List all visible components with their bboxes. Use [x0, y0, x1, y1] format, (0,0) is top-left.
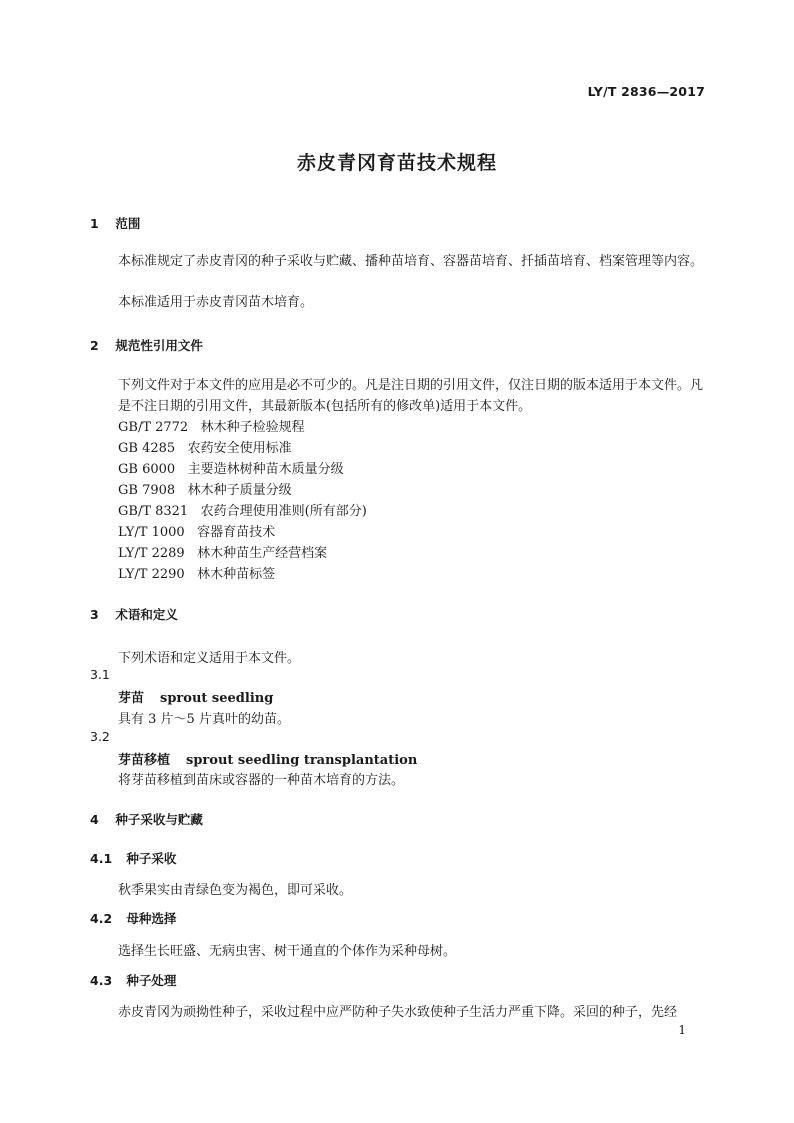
section-number: 3 — [90, 607, 99, 622]
subsection-title: 种子处理 — [126, 973, 177, 988]
section-number: 1 — [90, 216, 99, 231]
term-english: sprout seedling — [160, 691, 274, 706]
section-title: 种子采收与贮藏 — [115, 812, 203, 827]
subsection-number: 4.1 — [90, 851, 113, 866]
term-definition: 将芽苗移植到苗床或容器的一种苗木培育的方法。 — [118, 773, 405, 788]
section-2-paragraph: 下列文件对于本文件的应用是必不可少的。凡是注日期的引用文件，仅注日期的版本适用于本文件。凡是不注日期的引用文件，其最新版本(包括所有的修改单)适用于本文件。 — [118, 378, 704, 414]
section-1-paragraph-2: 本标准适用于赤皮青冈苗木培育。 — [118, 295, 314, 310]
reference-code: GB 7908 — [118, 483, 176, 498]
reference-code: GB 4285 — [118, 441, 176, 456]
reference-item — [118, 458, 344, 477]
section-number: 4 — [90, 812, 99, 827]
reference-name: 农药合理使用准则(所有部分) — [200, 504, 367, 519]
section-1-heading — [90, 214, 140, 232]
subsection-heading — [90, 849, 176, 867]
term-number: 3.1 — [90, 667, 110, 682]
reference-item — [118, 563, 275, 582]
reference-item — [118, 416, 305, 435]
section-title: 范围 — [115, 216, 141, 231]
term-definition: 具有 3 片～5 片真叶的幼苗。 — [118, 712, 290, 727]
term-chinese: 芽苗移植 — [118, 753, 171, 768]
term-number: 3.2 — [90, 729, 110, 744]
page-number: 1 — [678, 1023, 686, 1037]
subsection-heading — [90, 909, 176, 927]
term-entry — [118, 687, 273, 706]
reference-code: GB/T 8321 — [118, 504, 189, 519]
reference-code: LY/T 2289 — [118, 546, 185, 561]
subsection-heading — [90, 971, 176, 989]
subsection-number: 4.2 — [90, 911, 113, 926]
section-title: 规范性引用文件 — [115, 338, 203, 353]
reference-item — [118, 437, 292, 456]
subsection-text: 选择生长旺盛、无病虫害、树干通直的个体作为采种母树。 — [118, 944, 457, 959]
section-2-heading — [90, 336, 203, 354]
term-chinese: 芽苗 — [118, 691, 145, 706]
reference-item — [118, 542, 327, 561]
reference-name: 容器育苗技术 — [197, 525, 276, 540]
term-english: sprout seedling transplantation — [186, 753, 418, 768]
reference-code: GB 6000 — [118, 462, 176, 477]
term-entry — [118, 749, 417, 768]
subsection-text: 秋季果实由青绿色变为褐色，即可采收。 — [118, 883, 353, 898]
subsection-title: 种子采收 — [126, 851, 177, 866]
reference-name: 林木种子质量分级 — [187, 483, 292, 498]
reference-item — [118, 521, 275, 540]
reference-item — [118, 479, 292, 498]
reference-code: LY/T 1000 — [118, 525, 185, 540]
reference-code: GB/T 2772 — [118, 420, 189, 435]
reference-name: 主要造林树种苗木质量分级 — [187, 462, 344, 477]
section-4-heading — [90, 810, 203, 828]
reference-name: 林木种子检验规程 — [200, 420, 305, 435]
section-title: 术语和定义 — [115, 607, 178, 622]
subsection-number: 4.3 — [90, 973, 113, 988]
section-number: 2 — [90, 338, 99, 353]
section-1-paragraph-1: 本标准规定了赤皮青冈的种子采收与贮藏、播种苗培育、容器苗培育、扦插苗培育、档案管理等内容。 — [118, 254, 704, 269]
standard-code: LY/T 2836—2017 — [587, 84, 705, 99]
subsection-title: 母种选择 — [126, 911, 177, 926]
reference-name: 林木种苗生产经营档案 — [197, 546, 328, 561]
reference-name: 林木种苗标签 — [197, 567, 276, 582]
reference-name: 农药安全使用标准 — [187, 441, 292, 456]
reference-code: LY/T 2290 — [118, 567, 185, 582]
section-3-heading — [90, 605, 178, 623]
document-title: 赤皮青冈育苗技术规程 — [296, 152, 497, 174]
subsection-text: 赤皮青冈为顽拗性种子，采收过程中应严防种子失水致使种子生活力严重下降。采回的种子，先经 — [118, 1005, 678, 1020]
section-3-intro: 下列术语和定义适用于本文件。 — [118, 651, 301, 666]
reference-item — [118, 500, 367, 519]
